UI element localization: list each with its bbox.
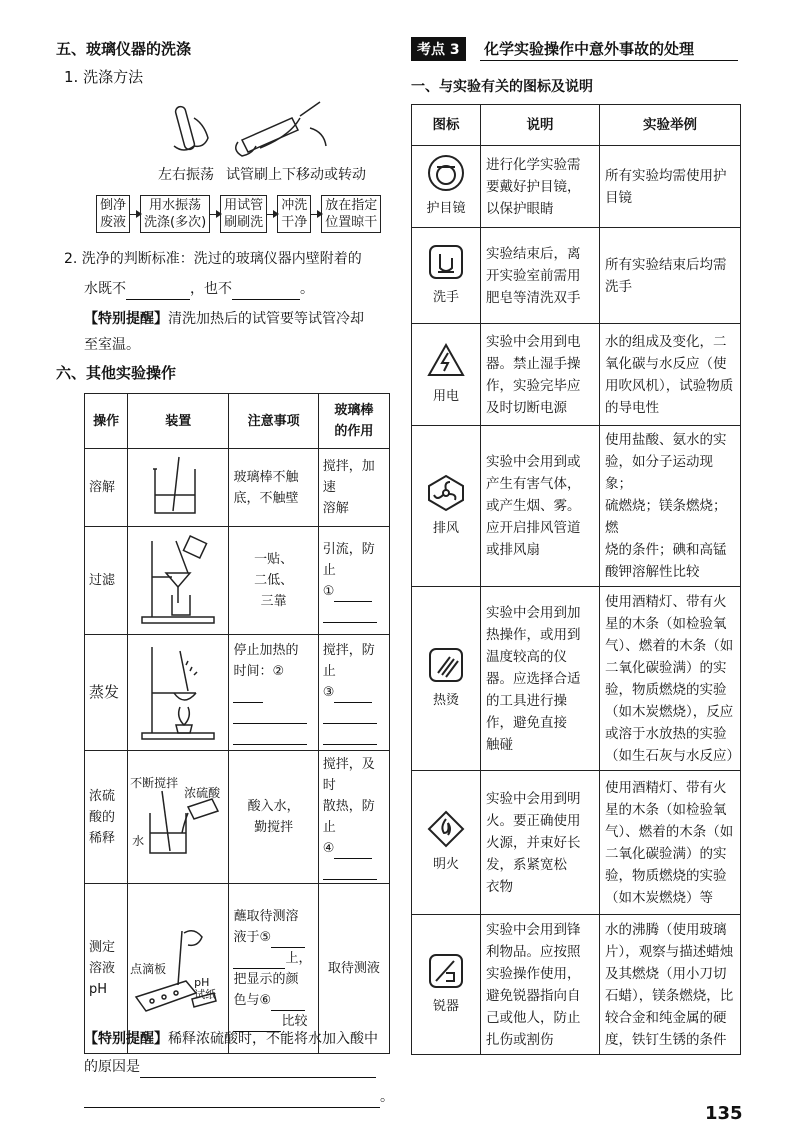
op-note: 酸入水， 勤搅拌 (229, 751, 318, 884)
table-row (412, 228, 741, 324)
topic-title: 化学实验操作中意外事故的处理 (484, 40, 695, 58)
tip-2-line-3: 。 (84, 1086, 394, 1108)
wash-flow (96, 195, 381, 233)
op-name: 测定 溶液 pH (85, 884, 128, 1054)
icon-cell (412, 228, 481, 324)
col-header: 装置 (128, 394, 229, 449)
op-role: 搅拌，加速 溶解 (318, 449, 389, 527)
icon-description: 实验中会用到明 火。要正确使用 火源，并束好长 发，系紧宽松 衣物 (481, 771, 600, 915)
icon-description: 实验结束后，离 开实验室前需用 肥皂等清洗双手 (481, 228, 600, 324)
icon-label: 明火 (432, 857, 459, 872)
op-name: 过滤 (85, 527, 128, 635)
col-header: 说明 (481, 105, 600, 146)
criteria-line-2: 水既不 ，也不 。 (84, 278, 314, 300)
hand-wash-icon (426, 242, 466, 282)
table-row (412, 146, 741, 228)
col-header: 操作 (85, 394, 128, 449)
page-number: 135 (705, 1103, 743, 1124)
pic-label-stir: 不断搅拌 (130, 776, 179, 790)
icon-label: 用电 (432, 389, 459, 404)
pic-label-ph-paper: pH 试纸 (194, 975, 217, 1001)
subsection-title: 一、与实验有关的图标及说明 (411, 79, 593, 95)
icon-cell (412, 146, 481, 228)
blank-2-cont[interactable] (233, 707, 307, 724)
blank-2-cont[interactable] (233, 728, 307, 745)
hot-surface-icon (426, 645, 466, 685)
icon-label: 护目镜 (426, 201, 466, 216)
op-role: 引流，防止 ① (318, 527, 389, 635)
op-name: 溶解 (85, 449, 128, 527)
blank-reason-cont[interactable] (84, 1091, 380, 1108)
op-role: 搅拌，防止 ③ (318, 635, 389, 751)
ventilation-icon (426, 473, 466, 513)
icon-example: 使用酒精灯、带有火 星的木条（如检验氧 气）、燃着的木条（如 二氧化碳验满）的实 验，物质燃烧的实验 （如木炭燃烧），反应 或溶于水放热的实验 （如生石灰与水反应） (600, 587, 741, 771)
pic-label-water: 水 (132, 834, 145, 848)
icon-label: 洗手 (432, 290, 459, 305)
tip-1-line-2: 至室温。 (84, 337, 140, 353)
blank-2[interactable] (232, 283, 300, 300)
section-5-1-title: 1. 洗涤方法 (64, 68, 144, 86)
topic-badge: 考点 3 (411, 37, 466, 61)
title-underline (480, 60, 738, 61)
flow-step-3: 用试管 刷刷洗 (220, 195, 267, 233)
blank-1[interactable] (126, 283, 190, 300)
op-note: 玻璃棒不触 底，不触壁 (229, 449, 318, 527)
icon-example: 所有实验均需使用护 目镜 (600, 146, 741, 228)
blank-1-cont[interactable] (323, 606, 377, 623)
icon-cell (412, 915, 481, 1055)
blank-6[interactable] (271, 994, 305, 1011)
op-note: 蘸取待测溶 液于⑤ 上， 把显示的颜 色与⑥ 比较 (229, 884, 318, 1054)
apparatus-filter (128, 527, 229, 635)
safety-icon-table (411, 104, 741, 1055)
caption-shake: 左右振荡 (158, 167, 214, 183)
op-name: 蒸发 (85, 635, 128, 751)
icon-description: 进行化学实验需 要戴好护目镜， 以保护眼睛 (481, 146, 600, 228)
icon-cell (412, 324, 481, 426)
icon-description: 实验中会用到电 器。禁止湿手操 作，实验完毕应 及时切断电源 (481, 324, 600, 426)
table-row (412, 587, 741, 771)
blank-3-cont[interactable] (323, 728, 377, 745)
icon-label: 热烫 (432, 693, 459, 708)
op-note: 停止加热的 时间：② (229, 635, 318, 751)
blank-5[interactable] (271, 931, 305, 948)
section-6-title: 六、其他实验操作 (56, 364, 177, 382)
icon-example: 使用酒精灯、带有火 星的木条（如检验氧 气）、燃着的木条（如 二氧化碳验满）的实 验，物质燃烧的实验 （如木炭燃烧）等 (600, 771, 741, 915)
table-row (412, 771, 741, 915)
blank-4[interactable] (334, 842, 372, 859)
op-name: 浓硫 酸的 稀释 (85, 751, 128, 884)
pic-label-acid: 浓硫酸 (184, 786, 221, 800)
icon-description: 实验中会用到加 热操作，或用到 温度较高的仪 器。应选择合适 的工具进行操 作，避免直接 触碰 (481, 587, 600, 771)
icon-example: 水的沸腾（使用玻璃 片），观察与描述蜡烛 及其燃烧（用小刀切 石蜡），镁条燃烧，比 较合金和纯金属的硬 度，铁钉生锈的条件 (600, 915, 741, 1055)
section-5-title: 五、玻璃仪器的洗涤 (56, 40, 192, 58)
criteria-line-1: 2. 洗净的判断标准：洗过的玻璃仪器内壁附着的 (64, 251, 362, 267)
op-role: 搅拌，及时 散热，防止 ④ (318, 751, 389, 884)
blank-4-cont[interactable] (323, 863, 377, 880)
op-role: 取待测液 (318, 884, 389, 1054)
apparatus-evaporate (128, 635, 229, 751)
tip-2-line-1: 【特别提醒】稀释浓硫酸时，不能将水加入酸中 (84, 1031, 378, 1047)
col-header: 图标 (412, 105, 481, 146)
apparatus-dissolve (128, 449, 229, 527)
col-header: 玻璃棒 的作用 (318, 394, 389, 449)
electric-icon (426, 341, 466, 381)
apparatus-dilute (128, 751, 229, 884)
flow-step-1: 倒净 废液 (96, 195, 130, 233)
goggles-icon (426, 153, 466, 193)
flow-step-4: 冲洗 干净 (277, 195, 311, 233)
icon-description: 实验中会用到或 产生有害气体， 或产生烟、雾。 应开启排风管道 或排风扇 (481, 426, 600, 587)
icon-description: 实验中会用到锋 利物品。应按照 实验操作使用， 避免锐器指向自 己或他人，防止 扎伤或割伤 (481, 915, 600, 1055)
caption-brush: 试管刷上下移动或转动 (226, 167, 366, 183)
blank-3[interactable] (334, 686, 372, 703)
pic-label-plate: 点滴板 (130, 961, 167, 976)
blank-3-cont[interactable] (323, 707, 377, 724)
icon-example: 所有实验结束后均需 洗手 (600, 228, 741, 324)
washing-illustration (160, 98, 340, 162)
blank-1[interactable] (334, 585, 372, 602)
tip-2-line-2: 的原因是 (84, 1056, 376, 1078)
op-note: 一贴、 二低、 三靠 (229, 527, 318, 635)
table-row (412, 426, 741, 587)
operations-table (84, 393, 390, 1054)
col-header: 注意事项 (229, 394, 318, 449)
table-row (412, 915, 741, 1055)
table-row (412, 324, 741, 426)
sharp-object-icon (426, 951, 466, 991)
icon-label: 排风 (432, 520, 459, 536)
flow-step-5: 放在指定 位置晾干 (321, 195, 381, 233)
icon-cell (412, 426, 481, 587)
icon-label: 锐器 (432, 999, 459, 1014)
tip-1-line-1: 【特别提醒】清洗加热后的试管要等试管冷却 (84, 311, 364, 327)
icon-example: 使用盐酸、氨水的实 验，如分子运动现象； 硫燃烧；镁条燃烧；燃 烧的条件；碘和高锰 酸钾溶解性比较 (600, 426, 741, 587)
blank-5-cont[interactable] (233, 952, 285, 969)
icon-cell (412, 771, 481, 915)
icon-example: 水的组成及变化，二 氧化碳与水反应（使 用吹风机），试验物质 的导电性 (600, 324, 741, 426)
flow-step-2: 用水振荡 洗涤(多次) (140, 195, 210, 233)
open-flame-icon (426, 809, 466, 849)
icon-cell (412, 587, 481, 771)
col-header: 实验举例 (600, 105, 741, 146)
blank-reason[interactable] (140, 1061, 376, 1078)
blank-2[interactable] (233, 686, 263, 703)
